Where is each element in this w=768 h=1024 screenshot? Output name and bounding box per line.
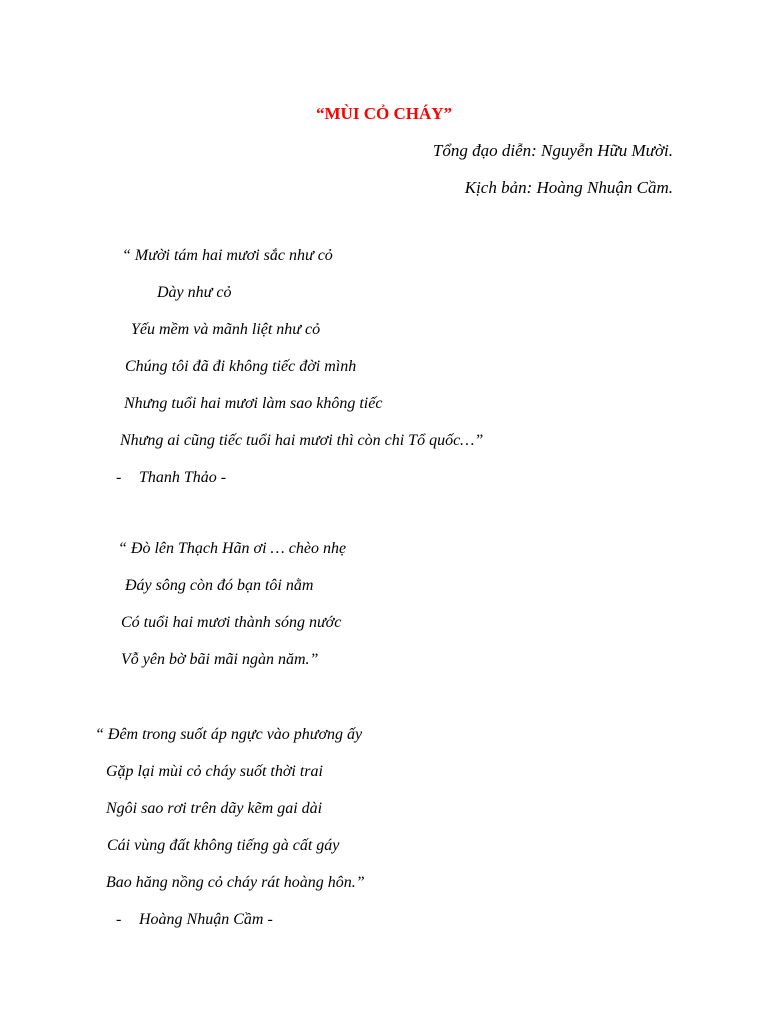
poem-line: Bao hăng nồng cỏ cháy rát hoàng hôn.” bbox=[106, 874, 365, 891]
poem-line: Cái vùng đất không tiếng gà cất gáy bbox=[107, 837, 340, 854]
poem-line: Yếu mềm và mãnh liệt như cỏ bbox=[131, 321, 321, 338]
poem-line: Ngôi sao rơi trên dãy kẽm gai dài bbox=[106, 800, 323, 817]
poem-line: Chúng tôi đã đi không tiếc đời mình bbox=[125, 358, 357, 375]
poem-attribution bbox=[116, 469, 226, 487]
attribution-dash: - bbox=[116, 469, 122, 486]
poem-line: “ Mười tám hai mươi sắc như cỏ bbox=[122, 247, 333, 264]
poem-line: Gặp lại mùi cỏ cháy suốt thời trai bbox=[106, 763, 323, 780]
poem-line: Có tuổi hai mươi thành sóng nước bbox=[121, 614, 342, 631]
poem-line: Dày như cỏ bbox=[157, 284, 232, 301]
attribution-author: Thanh Thảo - bbox=[139, 469, 227, 486]
document-title: “MÙI CỎ CHÁY” bbox=[316, 104, 452, 123]
director-credit: Tổng đạo diễn: Nguyễn Hữu Mười. bbox=[432, 141, 673, 160]
attribution-author: Hoàng Nhuận Cầm - bbox=[139, 911, 273, 928]
poem-attribution bbox=[116, 911, 273, 929]
poem-line: Vỗ yên bờ bãi mãi ngàn năm.” bbox=[121, 651, 319, 668]
poem-line: “ Đêm trong suốt áp ngực vào phương ấy bbox=[95, 726, 363, 743]
poem-line: Nhưng tuổi hai mươi làm sao không tiếc bbox=[124, 395, 383, 412]
poem-line: Đáy sông còn đó bạn tôi nằm bbox=[125, 577, 314, 594]
poem-line: Nhưng ai cũng tiếc tuổi hai mươi thì còn chi Tổ quốc…” bbox=[120, 432, 484, 449]
poem-line: “ Đò lên Thạch Hãn ơi … chèo nhẹ bbox=[118, 540, 347, 557]
attribution-dash: - bbox=[116, 911, 122, 928]
screenplay-credit: Kịch bản: Hoàng Nhuận Cầm. bbox=[464, 178, 673, 197]
